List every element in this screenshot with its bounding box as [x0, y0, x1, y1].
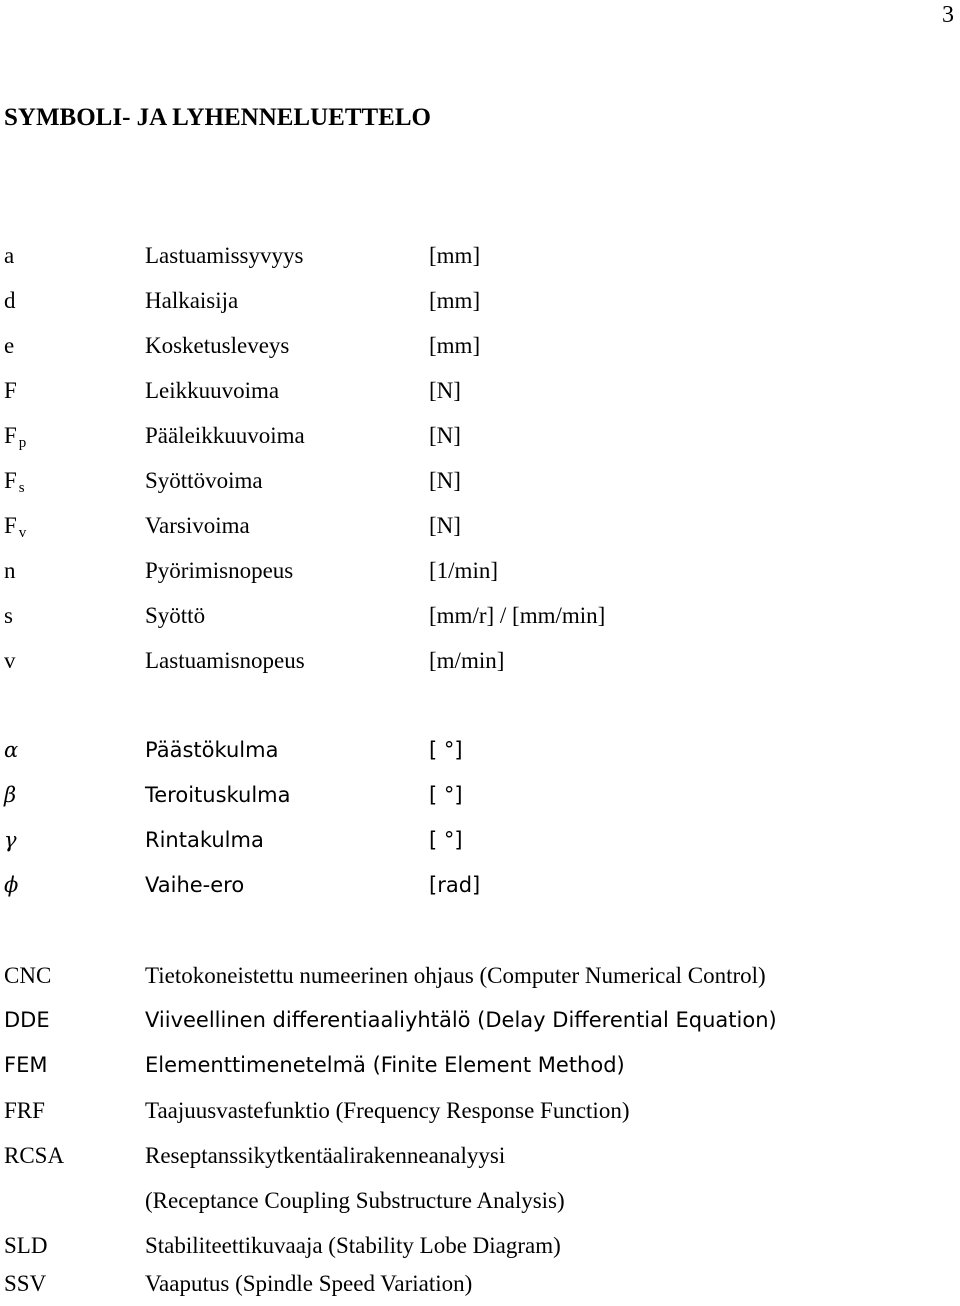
symbol-unit: [mm] — [429, 288, 481, 313]
symbol-unit: [N] — [429, 468, 461, 493]
symbol-description: Pyörimisnopeus — [145, 558, 294, 583]
abbreviation-row-cnc — [0, 953, 960, 998]
symbol-description: Rintakulma — [145, 828, 264, 852]
symbol-description: Lastuamissyvyys — [145, 243, 304, 268]
symbol: e — [4, 333, 15, 358]
symbol: Fs — [4, 468, 25, 496]
symbol-unit: [ °] — [429, 783, 463, 807]
symbol-unit: [rad] — [429, 873, 481, 897]
symbol-unit: [m/min] — [429, 648, 505, 673]
abbreviation: SSV — [4, 1271, 47, 1296]
abbreviation: DDE — [4, 1008, 50, 1032]
symbol-description: Päästökulma — [145, 738, 279, 762]
symbol-row-Fs — [0, 458, 960, 503]
symbol-description: Varsivoima — [145, 513, 250, 538]
abbreviation-row-dde — [0, 998, 960, 1043]
abbreviation-row-fem — [0, 1043, 960, 1088]
abbreviation-description: (Receptance Coupling Substructure Analysis) — [145, 1188, 565, 1213]
symbol-description: Leikkuuvoima — [145, 378, 280, 403]
symbol: Fp — [4, 423, 27, 451]
symbol-unit: [mm] — [429, 243, 481, 268]
abbreviation-row-rcsa — [0, 1133, 960, 1178]
symbol-unit: [ °] — [429, 738, 463, 762]
symbol: F — [4, 378, 17, 403]
abbreviation-description: Viiveellinen differentiaaliyhtälö (Delay Differential Equation) — [145, 1008, 777, 1032]
symbol-description: Lastuamisnopeus — [145, 648, 305, 673]
abbreviation-description: Elementtimenetelmä (Finite Element Method) — [145, 1053, 625, 1077]
symbol-subscript: s — [18, 480, 25, 496]
symbol-unit: [1/min] — [429, 558, 498, 583]
symbol-description: Halkaisija — [145, 288, 239, 313]
page-title: SYMBOLI- JA LYHENNELUETTELO — [4, 104, 431, 131]
symbol-description: Vaihe-ero — [145, 873, 245, 897]
abbreviation-description: Taajuusvastefunktio (Frequency Response Function) — [145, 1098, 630, 1123]
symbol-row-n — [0, 548, 960, 593]
symbol-row-s — [0, 593, 960, 638]
abbreviation: FEM — [4, 1053, 48, 1077]
symbol-subscript: v — [18, 525, 27, 541]
abbreviation-description: Vaaputus (Spindle Speed Variation) — [145, 1271, 473, 1296]
symbol-unit: [ °] — [429, 828, 463, 852]
greek-row-phi — [0, 863, 960, 908]
greek-row-alpha — [0, 728, 960, 773]
symbol-unit: [N] — [429, 423, 461, 448]
abbreviation-description: Tietokoneistettu numeerinen ohjaus (Computer Numerical Control) — [145, 963, 766, 988]
abbreviation-description: Reseptanssikytkentäalirakenneanalyysi — [145, 1143, 506, 1168]
gamma-symbol: γ — [4, 828, 17, 852]
abbreviation: SLD — [4, 1233, 48, 1258]
abbreviation-row-frf — [0, 1088, 960, 1133]
symbol-unit: [mm/r] / [mm/min] — [429, 603, 606, 628]
symbol-description: Syöttövoima — [145, 468, 263, 493]
symbol-unit: [N] — [429, 513, 461, 538]
symbol: d — [4, 288, 16, 313]
abbreviation-description: Stabiliteettikuvaaja (Stability Lobe Diagram) — [145, 1233, 561, 1258]
abbreviation: RCSA — [4, 1143, 65, 1168]
abbreviation-row-rcsa-continued — [0, 1178, 960, 1223]
symbol-row-d — [0, 278, 960, 323]
symbol-row-Fv — [0, 503, 960, 548]
abbreviation: CNC — [4, 963, 52, 988]
symbol: v — [4, 648, 16, 673]
symbol: s — [4, 603, 13, 628]
abbreviation: FRF — [4, 1098, 45, 1123]
abbreviation-row-ssv — [0, 1261, 960, 1306]
symbol-row-e — [0, 323, 960, 368]
symbol-unit: [N] — [429, 378, 461, 403]
symbol: n — [4, 558, 16, 583]
symbol: Fv — [4, 513, 27, 541]
symbol-row-a — [0, 233, 960, 278]
alpha-symbol: α — [4, 738, 19, 762]
symbol: a — [4, 243, 15, 268]
symbol-unit: [mm] — [429, 333, 481, 358]
page-number: 3 — [942, 2, 954, 28]
greek-row-gamma — [0, 818, 960, 863]
greek-row-beta — [0, 773, 960, 818]
symbol-description: Teroituskulma — [145, 783, 291, 807]
phi-symbol: ϕ — [4, 873, 19, 897]
symbol-row-v — [0, 638, 960, 683]
symbol-subscript: p — [18, 435, 27, 451]
symbol-row-Fp — [0, 413, 960, 458]
symbol-description: Kosketusleveys — [145, 333, 290, 358]
symbol-description: Pääleikkuuvoima — [145, 423, 305, 448]
symbol-row-F — [0, 368, 960, 413]
symbol-description: Syöttö — [145, 603, 206, 628]
beta-symbol: β — [4, 783, 17, 807]
